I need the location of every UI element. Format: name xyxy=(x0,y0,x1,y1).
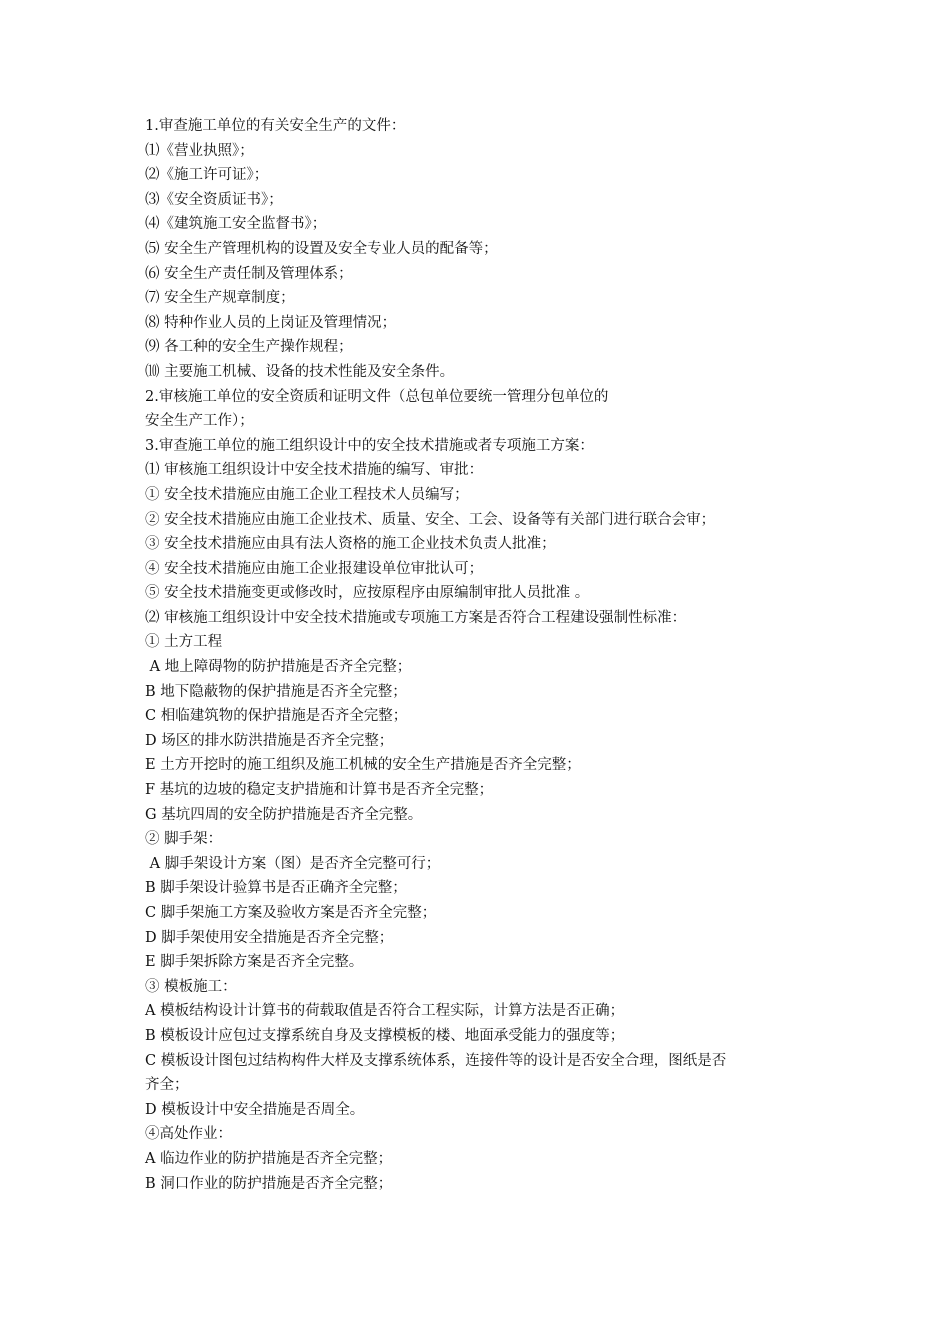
list-item: C 相临建筑物的保护措施是否齐全完整； xyxy=(145,708,408,725)
list-item: ⑴《营业执照》； xyxy=(145,142,254,159)
list-item: B 脚手架设计验算书是否正确齐全完整； xyxy=(145,880,407,897)
list-item: ④ 安全技术措施应由施工企业报建设单位审批认可； xyxy=(145,560,484,577)
list-item: A 脚手架设计方案（图）是否齐全完整可行； xyxy=(145,855,441,872)
list-item: ⑤ 安全技术措施变更或修改时，应按原程序由原编制审批人员批准 。 xyxy=(145,585,590,602)
section-2-heading: 2.审核施工单位的安全资质和证明文件（总包单位要统一管理分包单位的 xyxy=(145,388,609,405)
document-body xyxy=(145,114,825,1196)
list-item: B 模板设计应包过支撑系统自身及支撑模板的楼、地面承受能力的强度等； xyxy=(145,1027,625,1044)
subsection-heading: ⑵ 审核施工组织设计中安全技术措施或专项施工方案是否符合工程建设强制性标准： xyxy=(145,609,687,626)
list-item: ⑵《施工许可证》； xyxy=(145,167,269,184)
list-item: ⑽ 主要施工机械、设备的技术性能及安全条件。 xyxy=(145,363,455,380)
list-item: D 场区的排水防洪措施是否齐全完整； xyxy=(145,732,394,749)
list-item-continued: 齐全； xyxy=(145,1077,189,1094)
list-item: A 模板结构设计计算书的荷载取值是否符合工程实际，计算方法是否正确； xyxy=(145,1003,625,1020)
list-item: B 洞口作业的防护措施是否齐全完整； xyxy=(145,1175,393,1192)
topic-heading: ③ 模板施工： xyxy=(145,978,237,995)
list-item: B 地下隐蔽物的保护措施是否齐全完整； xyxy=(145,683,407,700)
topic-heading: ④高处作业： xyxy=(145,1126,232,1143)
list-item: A 地上障碍物的防护措施是否齐全完整； xyxy=(145,659,412,676)
list-item: ⑺ 安全生产规章制度； xyxy=(145,290,295,307)
list-item: ⑸ 安全生产管理机构的设置及安全专业人员的配备等； xyxy=(145,240,498,257)
list-item: ③ 安全技术措施应由具有法人资格的施工企业技术负责人批准； xyxy=(145,536,556,553)
list-item: E 土方开挖时的施工组织及施工机械的安全生产措施是否齐全完整； xyxy=(145,757,581,774)
list-item: D 模板设计中安全措施是否周全。 xyxy=(145,1101,365,1118)
topic-heading: ① 土方工程 xyxy=(145,634,223,651)
list-item: E 脚手架拆除方案是否齐全完整。 xyxy=(145,954,364,971)
topic-heading: ② 脚手架： xyxy=(145,831,223,848)
section-1-heading: 1.审查施工单位的有关安全生产的文件： xyxy=(145,118,406,134)
list-item: A 临边作业的防护措施是否齐全完整； xyxy=(145,1150,393,1167)
list-item: ⑻ 特种作业人员的上岗证及管理情况； xyxy=(145,314,397,331)
list-item: C 模板设计图包过结构构件大样及支撑系统体系，连接件等的设计是否安全合理，图纸是否 xyxy=(145,1052,727,1069)
list-item: C 脚手架施工方案及验收方案是否齐全完整； xyxy=(145,905,437,921)
list-item: ① 安全技术措施应由施工企业工程技术人员编写； xyxy=(145,486,469,503)
list-item: ⑷《建筑施工安全监督书》； xyxy=(145,216,327,233)
section-3-heading: 3.审查施工单位的施工组织设计中的安全技术措施或者专项施工方案： xyxy=(145,437,594,454)
list-item: ⑹ 安全生产责任制及管理体系； xyxy=(145,265,353,282)
list-item: F 基坑的边坡的稳定支护措施和计算书是否齐全完整； xyxy=(145,782,494,799)
list-item: ⑶《安全资质证书》； xyxy=(145,191,283,208)
section-2-heading-continued: 安全生产工作）； xyxy=(145,413,254,430)
list-item: ② 安全技术措施应由施工企业技术、质量、安全、工会、设备等有关部门进行联合会审； xyxy=(145,511,716,528)
list-item: ⑼ 各工种的安全生产操作规程； xyxy=(145,339,353,356)
list-item: G 基坑四周的安全防护措施是否齐全完整。 xyxy=(145,806,423,823)
subsection-heading: ⑴ 审核施工组织设计中安全技术措施的编写、审批： xyxy=(145,462,484,479)
list-item: D 脚手架使用安全措施是否齐全完整； xyxy=(145,929,394,946)
